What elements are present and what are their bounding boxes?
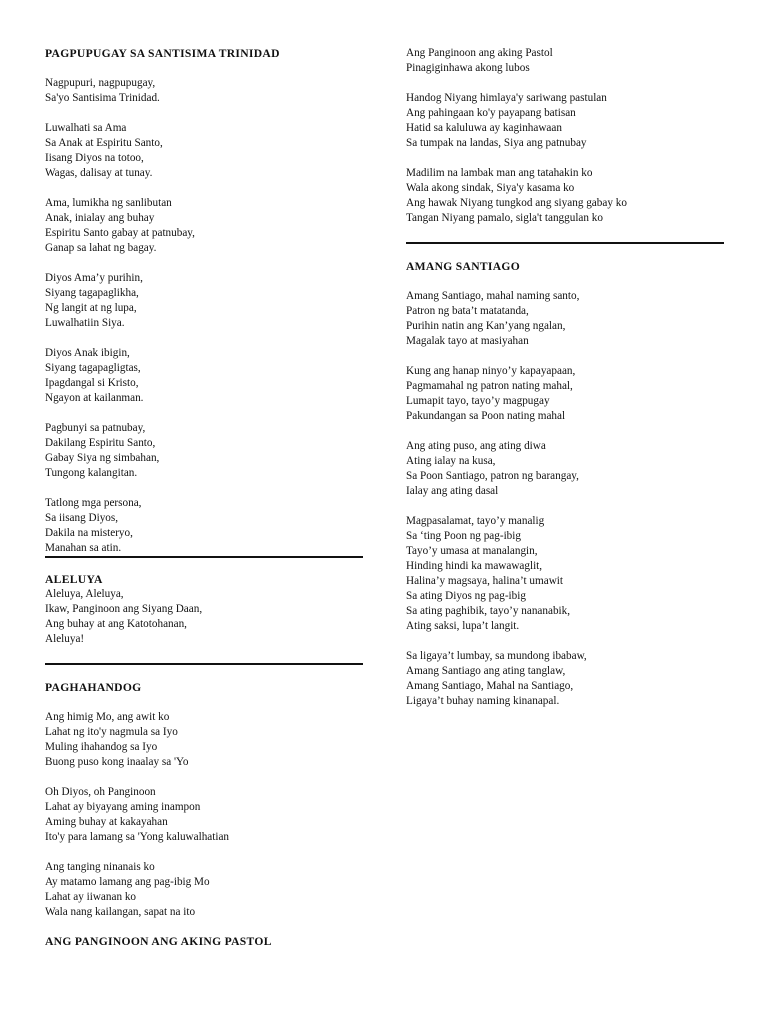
stanza xyxy=(406,91,724,151)
lyric-line: Sa Poon Santiago, patron ng barangay, xyxy=(406,470,579,482)
lyric-line: Ay matamo lamang ang pag-ibig Mo xyxy=(45,876,210,888)
lyric-line: Diyos Anak ibigin, xyxy=(45,347,130,359)
lyric-line: Kung ang hanap ninyo’y kapayapaan, xyxy=(406,365,576,377)
lyric-line: Sa tumpak na landas, Siya ang patnubay xyxy=(406,137,587,149)
lyric-line: Amang Santiago, mahal naming santo, xyxy=(406,290,580,302)
stanza xyxy=(45,710,363,770)
lyric-line: Ama, lumikha ng sanlibutan xyxy=(45,197,172,209)
lyric-line: Sa ating paghibik, tayo’y nananabik, xyxy=(406,605,571,617)
lyric-line: Siyang tagapagligtas, xyxy=(45,362,141,374)
stanza xyxy=(45,271,363,331)
lyric-line: Buong puso kong inaalay sa 'Yo xyxy=(45,756,189,768)
lyric-line: Tayo’y umasa at manalangin, xyxy=(406,545,538,557)
lyric-line: Ang ating puso, ang ating diwa xyxy=(406,440,546,452)
lyric-line: Tungong kalangitan. xyxy=(45,467,138,479)
song-title: ALELUYA xyxy=(45,573,103,586)
stanza xyxy=(406,364,724,424)
song-pagpupugay xyxy=(45,46,363,556)
lyric-line: Sa Anak at Espiritu Santo, xyxy=(45,137,163,149)
stanza xyxy=(45,421,363,481)
lyric-line: Luwalhatiin Siya. xyxy=(45,317,125,329)
lyric-line: Oh Diyos, oh Panginoon xyxy=(45,786,156,798)
lyric-line: Siyang tagapaglikha, xyxy=(45,287,139,299)
stanza xyxy=(406,46,724,76)
lyric-line: Luwalhati sa Ama xyxy=(45,122,127,134)
stanza xyxy=(45,346,363,406)
stanza xyxy=(45,860,363,920)
lyric-line: Sa iisang Diyos, xyxy=(45,512,119,524)
lyric-line: Aleluya, Aleluya, xyxy=(45,588,124,600)
song-title: ANG PANGINOON ANG AKING PASTOL xyxy=(45,935,272,948)
lyric-line: Ipagdangal si Kristo, xyxy=(45,377,139,389)
lyric-line: Ating saksi, lupa’t langit. xyxy=(406,620,520,632)
lyric-line: Lahat ay iiwanan ko xyxy=(45,891,137,903)
lyric-line: Iisang Diyos na totoo, xyxy=(45,152,144,164)
song-amang-santiago xyxy=(406,259,724,709)
lyric-line: Ang hawak Niyang tungkod ang siyang gabay ko xyxy=(406,197,627,209)
song-ang-panginoon-continued xyxy=(406,46,724,226)
stanza xyxy=(45,587,363,647)
lyric-line: Ito'y para lamang sa 'Yong kaluwalhatian xyxy=(45,831,230,843)
lyric-line: Halina’y magsaya, halina’t umawit xyxy=(406,575,563,587)
stanza xyxy=(406,166,724,226)
lyric-line: Pagmamahal ng patron nating mahal, xyxy=(406,380,573,392)
section-divider xyxy=(406,242,724,244)
lyric-line: Sa ligaya’t lumbay, sa mundong ibabaw, xyxy=(406,650,587,662)
lyric-line: Wala akong sindak, Siya'y kasama ko xyxy=(406,182,575,194)
stanza xyxy=(45,196,363,256)
song-aleluya xyxy=(45,572,363,647)
song-paghahandog xyxy=(45,680,363,920)
lyric-line: Ng langit at ng lupa, xyxy=(45,302,137,314)
lyric-line: Wala nang kailangan, sapat na ito xyxy=(45,906,196,918)
lyric-line: Madilim na lambak man ang tatahakin ko xyxy=(406,167,593,179)
lyric-line: Ang buhay at ang Katotohanan, xyxy=(45,618,187,630)
lyric-line: Pagbunyi sa patnubay, xyxy=(45,422,146,434)
lyric-line: Ang pahingaan ko'y payapang batisan xyxy=(406,107,576,119)
section-divider xyxy=(45,663,363,665)
lyric-line: Nagpupuri, nagpupugay, xyxy=(45,77,156,89)
stanza xyxy=(406,289,724,349)
lyric-line: Diyos Ama’y purihin, xyxy=(45,272,143,284)
lyric-line: Wagas, dalisay at tunay. xyxy=(45,167,153,179)
stanza xyxy=(406,439,724,499)
lyric-line: Ang tanging ninanais ko xyxy=(45,861,155,873)
lyric-line: Ikaw, Panginoon ang Siyang Daan, xyxy=(45,603,203,615)
stanza xyxy=(45,121,363,181)
lyric-line: Muling ihahandog sa Iyo xyxy=(45,741,158,753)
song-title: AMANG SANTIAGO xyxy=(406,260,521,273)
song-title: PAGPUPUGAY SA SANTISIMA TRINIDAD xyxy=(45,47,280,60)
lyric-line: Ganap sa lahat ng bagay. xyxy=(45,242,157,254)
stanza xyxy=(45,496,363,556)
song-ang-panginoon-heading xyxy=(45,934,363,949)
lyric-line: Sa'yo Santisima Trinidad. xyxy=(45,92,160,104)
lyric-line: Aming buhay at kakayahan xyxy=(45,816,168,828)
lyric-line: Pakundangan sa Poon nating mahal xyxy=(406,410,566,422)
lyric-line: Ialay ang ating dasal xyxy=(406,485,499,497)
song-title: PAGHAHANDOG xyxy=(45,681,142,694)
lyric-line: Magpasalamat, tayo’y manalig xyxy=(406,515,545,527)
stanza xyxy=(45,76,363,106)
lyric-line: Ligaya’t buhay naming kinanapal. xyxy=(406,695,560,707)
lyric-line: Patron ng bata’t matatanda, xyxy=(406,305,529,317)
lyric-line: Ang Panginoon ang aking Pastol xyxy=(406,47,553,59)
lyric-line: Ang himig Mo, ang awit ko xyxy=(45,711,170,723)
lyric-line: Handog Niyang himlaya'y sariwang pastulan xyxy=(406,92,607,104)
lyric-line: Pinagiginhawa akong lubos xyxy=(406,62,530,74)
stanza xyxy=(45,785,363,845)
lyric-line: Sa ‘ting Poon ng pag-ibig xyxy=(406,530,521,542)
lyric-line: Anak, inialay ang buhay xyxy=(45,212,155,224)
stanza xyxy=(406,649,724,709)
lyric-line: Tatlong mga persona, xyxy=(45,497,142,509)
lyric-line: Dakila na misteryo, xyxy=(45,527,133,539)
stanza xyxy=(406,514,724,634)
lyric-line: Aleluya! xyxy=(45,633,85,645)
lyric-line: Espiritu Santo gabay at patnubay, xyxy=(45,227,195,239)
lyric-line: Amang Santiago, Mahal na Santiago, xyxy=(406,680,574,692)
lyric-line: Gabay Siya ng simbahan, xyxy=(45,452,160,464)
lyric-line: Tangan Niyang pamalo, sigla't tanggulan ko xyxy=(406,212,603,224)
lyric-line: Ating ialay na kusa, xyxy=(406,455,496,467)
lyric-line: Lumapit tayo, tayo’y magpugay xyxy=(406,395,550,407)
lyric-line: Magalak tayo at masiyahan xyxy=(406,335,529,347)
lyric-line: Sa ating Diyos ng pag-ibig xyxy=(406,590,526,602)
lyric-line: Lahat ng ito'y nagmula sa Iyo xyxy=(45,726,178,738)
lyric-line: Hatid sa kaluluwa ay kaginhawaan xyxy=(406,122,562,134)
section-divider xyxy=(45,556,363,558)
lyric-line: Amang Santiago ang ating tanglaw, xyxy=(406,665,566,677)
lyric-line: Hinding hindi ka mawawaglit, xyxy=(406,560,543,572)
lyric-line: Dakilang Espiritu Santo, xyxy=(45,437,156,449)
lyric-line: Ngayon at kailanman. xyxy=(45,392,144,404)
lyric-line: Lahat ay biyayang aming inampon xyxy=(45,801,201,813)
lyric-line: Manahan sa atin. xyxy=(45,542,122,554)
lyric-line: Purihin natin ang Kan’yang ngalan, xyxy=(406,320,566,332)
